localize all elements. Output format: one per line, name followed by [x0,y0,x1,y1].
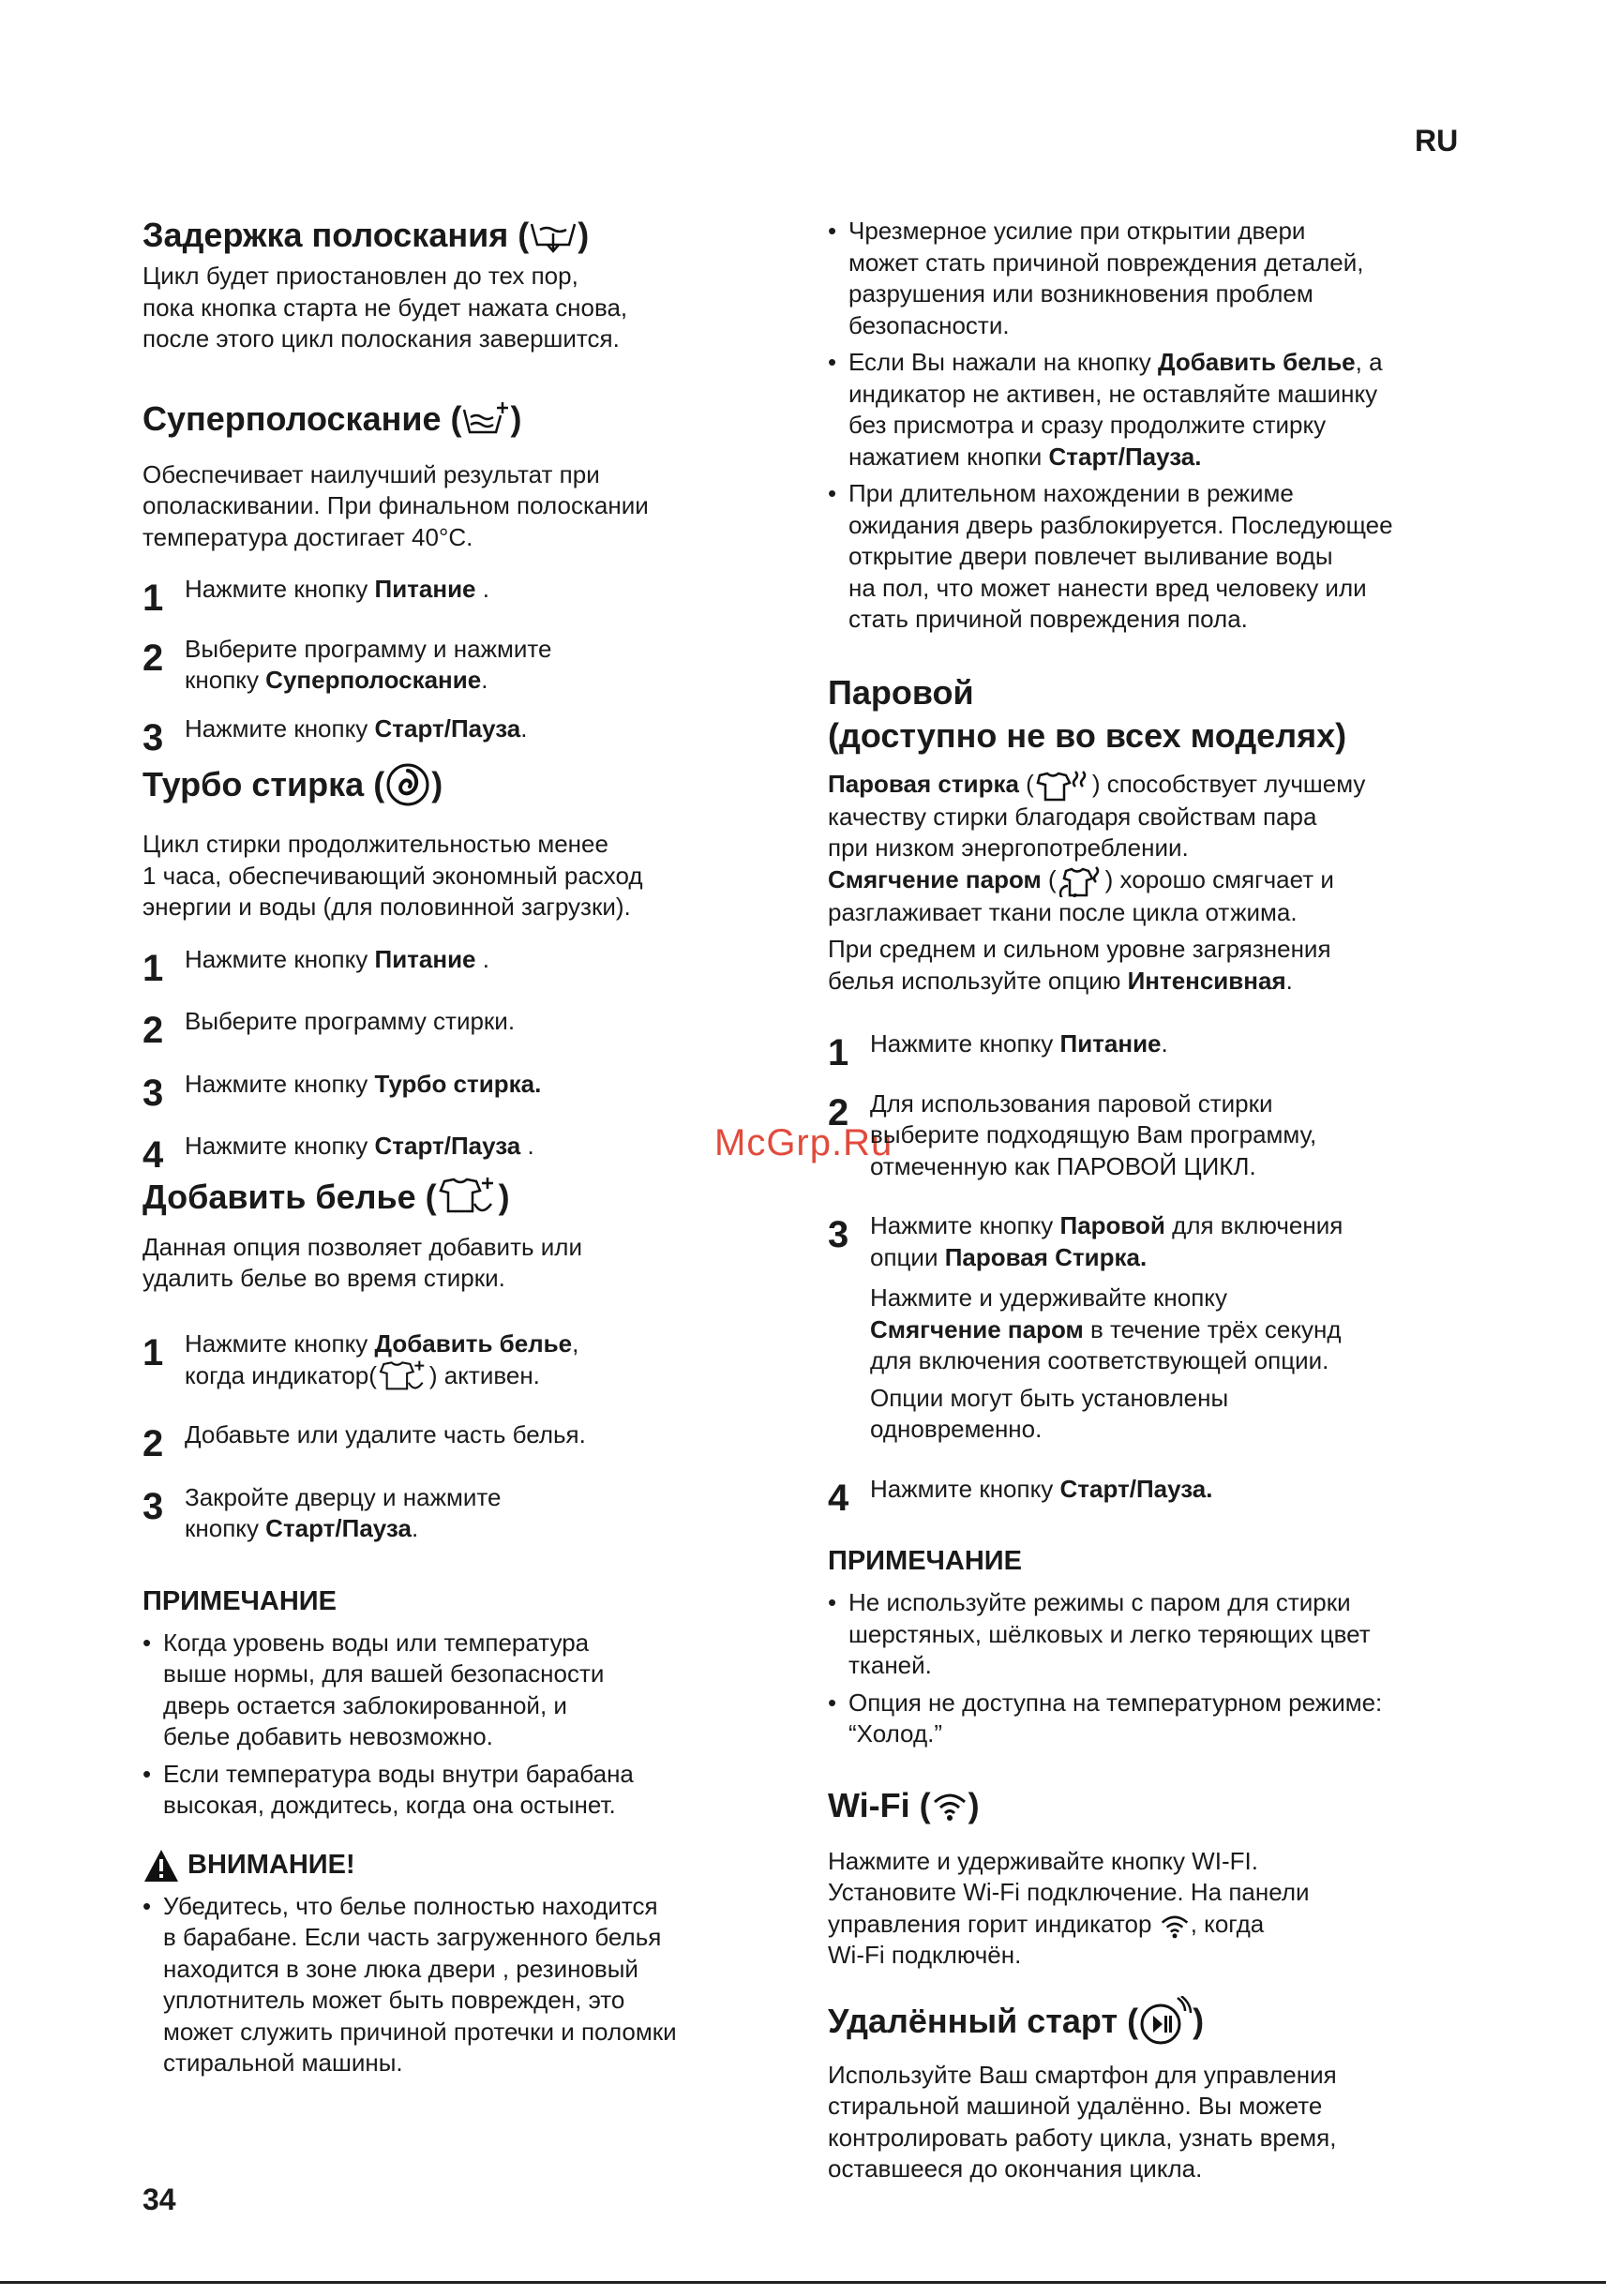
page-number: 34 [143,2183,176,2216]
section-super-rinse [143,398,743,758]
steam-intensive-text: При среднем и сильном уровне загрязнения белья используйте опцию Интенсивная. [828,935,1331,995]
add-item-step-1: 1 Нажмите кнопку Добавить белье, когда индикатор( ) активен. [143,1328,743,1396]
turbo-wash-title: Турбо стирка ( ) [143,761,743,808]
wifi-title: Wi-Fi ( ) [828,1785,980,1824]
turbo-step-1: 1 Нажмите кнопку Питание . [143,944,489,989]
warning-heading: ВНИМАНИЕ! [143,1848,743,1883]
turbo-step-4: 4 Нажмите кнопку Старт/Пауза . [143,1132,534,1176]
rinse-hold-icon [529,217,578,254]
add-item-text: Данная опция позволяет добавить или удалить белье во время стирки. [143,1232,582,1292]
add-item-title: Добавить белье ( ) [143,1176,743,1219]
section-remote-start [828,1996,1447,2185]
section-add-item [143,1176,743,2079]
turbo-step-2: 2 Выберите программу стирки. [143,1007,516,1051]
warning-item-1: • Убедитесь, что белье полностью находится в барабане. Если часть загруженного белья находится в зоне люка двери , резиновый уплотнитель может быть поврежден, это может служить причиной протечки и поломки стиральной машины. [143,1891,743,2079]
steam-step-3-sub-1: Нажмите и удерживайте кнопку Смягчение паром в течение трёх секунд для включения соответствующей опции. [870,1283,1342,1375]
warning-item-4: • При длительном нахождении в режиме ожидания дверь разблокируется. Последующее открытие двери повлечет выливание воды на пол, что может нанести вред человеку или стать причиной повреждения пола. [828,478,1447,636]
steam-title: Паровой (доступно не во всех моделях) [828,672,1347,755]
super-rinse-title: Суперполоскание ( ) [143,398,522,438]
steam-step-2: 2 Для использования паровой стирки выберите подходящую Вам программу, отмеченную как ПАРОВОЙ ЦИКЛ. [828,1088,1317,1180]
super-rinse-step-2: 2 Выберите программу и нажмите кнопку Суперполоскание. [143,634,552,694]
steam-step-3: 3 Нажмите кнопку Паровой для включения опции Паровая Стирка. Нажмите и удерживайте кнопку Смягчение паром в течение трёх секунд для включения соответствующей опции. Опции могут быть установлены одновременно. [828,1210,1447,1446]
rinse-hold-text: Цикл будет приостановлен до тех пор, пока кнопка старта не будет нажата снова, после этого цикл полоскания завершится. [143,262,628,353]
turbo-wash-icon [384,761,431,808]
add-item-step-2: 2 Добавьте или удалите часть белья. [143,1420,586,1464]
section-turbo-wash [143,761,743,1176]
language-label: RU [1415,124,1459,158]
steam-note-1: • Не используйте режимы с паром для стирки шерстяных, шёлковых и легко теряющих цвет тканей. [828,1587,1447,1682]
remote-start-title: Удалённый старт ( ) [828,1996,1447,2047]
steam-step-3-sub-2: Опции могут быть установлены одновременно. [870,1383,1229,1444]
warning-continued [828,216,1447,636]
rinse-hold-title: Задержка полоскания ( ) [143,216,590,254]
wifi-text: Нажмите и удерживайте кнопку WI-FI. Установите Wi-Fi подключение. На панели управления горит индикатор , когда Wi-Fi подключён. [828,1846,1310,1970]
add-item-indicator-icon [377,1359,429,1395]
steam-wash-text: Паровая стирка ( ) способствует лучшему качеству стирки благодаря свойствам пара при низком энергопотреблении. Смягчение паром ( ) хорошо смягчает и разглаживает ткани после цикла отжима. [828,769,1366,926]
add-item-note-2: • Если температура воды внутри барабана высокая, дождитесь, когда она остынет. [143,1759,743,1822]
watermark: McGrp.Ru [714,1122,893,1163]
section-wifi [828,1784,1447,1972]
steam-wash-icon [1034,770,1092,802]
left-column [143,214,743,2079]
super-rinse-step-1: 1 Нажмите кнопку Питание . [143,575,489,619]
turbo-step-3: 3 Нажмите кнопку Турбо стирка. [143,1069,542,1114]
remote-start-icon [1138,1996,1193,2047]
footer-divider [0,2281,1606,2284]
warning-item-2: • Чрезмерное усилие при открытии двери может стать причиной повреждения деталей, разрушения или возникновения проблем безопасности. [828,216,1447,341]
steam-step-1: 1 Нажмите кнопку Питание. [828,1029,1168,1074]
warning-item-3: • Если Вы нажали на кнопку Добавить белье, а индикатор не активен, не оставляйте машинку без присмотра и сразу продолжите стирку нажатием кнопки Старт/Пауза. [828,347,1447,473]
wifi-icon [931,1789,968,1823]
super-rinse-step-3: 3 Нажмите кнопку Старт/Пауза. [143,713,528,758]
add-item-note-title: ПРИМЕЧАНИЕ [143,1585,337,1616]
wifi-indicator-icon [1159,1912,1191,1940]
section-rinse-hold [143,214,743,355]
add-item-step-3: 3 Закройте дверцу и нажмите кнопку Старт/Пауза. [143,1482,502,1542]
super-rinse-icon [461,400,510,438]
super-rinse-text: Обеспечивает наилучший результат при ополаскивании. При финальном полоскании температура достигает 40°C. [143,459,649,551]
section-steam [828,671,1447,1750]
remote-start-text: Используйте Ваш смартфон для управления стиральной машиной удалённо. Вы можете контролировать работу цикла, узнать время, оставшееся до окончания цикла. [828,2060,1337,2183]
turbo-wash-text: Цикл стирки продолжительностью менее 1 часа, обеспечивающий экономный расход энергии и воды (для половинной загрузки). [143,830,643,921]
steam-note-2: • Опция не доступна на температурном режиме: “Холод.” [828,1688,1447,1750]
add-item-icon [437,1176,499,1219]
steam-step-4: 4 Нажмите кнопку Старт/Пауза. [828,1474,1213,1519]
right-column [828,216,1447,2185]
warning-icon [143,1848,180,1883]
steam-refresh-icon [1057,865,1105,897]
add-item-note-1: • Когда уровень воды или температура выше нормы, для вашей безопасности дверь остается заблокированной, и белье добавить невозможно. [143,1628,743,1753]
steam-note-title: ПРИМЕЧАНИЕ [828,1546,1022,1577]
